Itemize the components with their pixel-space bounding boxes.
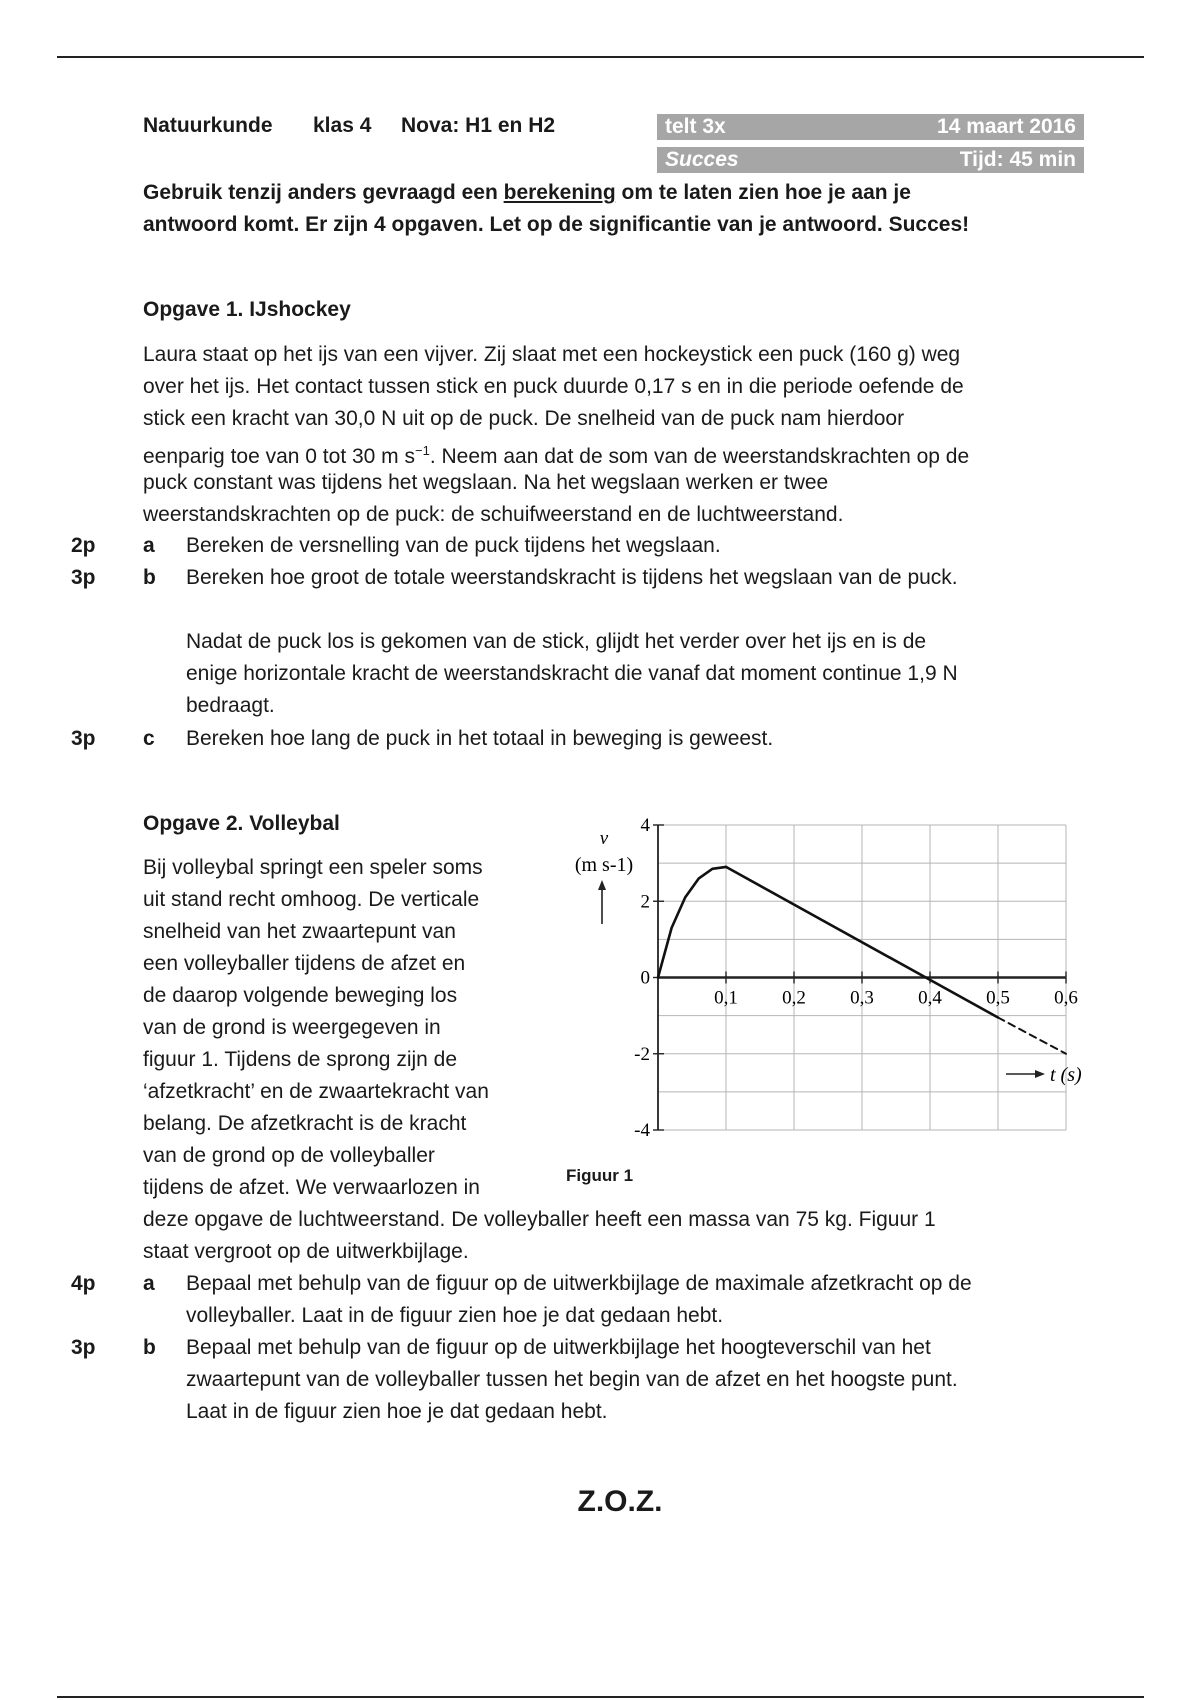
exercise2-intro-line: belang. De afzetkracht is de kracht	[143, 1112, 467, 1135]
question-label: b	[143, 1336, 156, 1359]
underlined-word: berekening	[503, 181, 616, 204]
series-afzet	[658, 867, 726, 978]
exercise1-middle-line: enige horizontale kracht de weerstandskracht die vanaf dat moment continue 1,9 N	[186, 662, 958, 685]
x-axis-label: t (s)	[1050, 1064, 1082, 1086]
header-subject: Natuurkunde	[143, 114, 273, 137]
exercise1-intro-line: puck constant was tijdens het wegslaan. Na het wegslaan werken er twee	[143, 471, 829, 494]
question-points: 3p	[71, 566, 96, 589]
question-text: Bereken hoe lang de puck in het totaal in beweging is geweest.	[186, 727, 774, 750]
exercise1-intro-line: weerstandskrachten op de puck: de schuifweerstand en de luchtweerstand.	[143, 503, 844, 526]
x-tick-label: 0,6	[1054, 987, 1078, 1009]
question-points: 4p	[71, 1272, 96, 1295]
header-weight-box	[657, 114, 1084, 140]
top-rule	[57, 56, 1144, 58]
y-tick-label: 0	[640, 967, 650, 989]
y-tick-label: 4	[640, 815, 650, 836]
y-axis-symbol: v	[599, 828, 609, 849]
exercise1-intro-line: eenparig toe van 0 tot 30 m $s^{-1}$. Neem aan dat de som van de weerstandskrachten op de	[143, 443, 970, 468]
exercise1-title: Opgave 1. IJshockey	[143, 298, 351, 321]
velocity-time-chart	[540, 812, 1100, 1142]
question-text: Laat in de figuur zien hoe je dat gedaan hebt.	[186, 1400, 608, 1423]
y-axis-unit: (m s-1)	[574, 854, 634, 876]
x-tick-label: 0,1	[714, 987, 738, 1009]
exercise2-intro-line: de daarop volgende beweging los	[143, 984, 458, 1007]
exercise2-intro-line: van de grond op de volleyballer	[143, 1144, 435, 1167]
question-text: Bepaal met behulp van de figuur op de uitwerkbijlage de maximale afzetkracht op de	[186, 1272, 972, 1295]
x-tick-label: 0,4	[918, 987, 942, 1009]
x-tick-label: 0,2	[782, 987, 806, 1009]
question-text: Bereken de versnelling van de puck tijdens het wegslaan.	[186, 534, 721, 557]
y-tick-label: 2	[640, 891, 650, 913]
exercise2-intro-line: figuur 1. Tijdens de sprong zijn de	[143, 1048, 458, 1071]
header-weight: telt 3x	[665, 115, 726, 138]
exercise1-intro-line: over het ijs. Het contact tussen stick en puck duurde 0,17 s en in die periode oefende de	[143, 375, 964, 398]
question-points: 3p	[71, 1336, 96, 1359]
x-axis-arrow	[1006, 1070, 1045, 1078]
exercise2-intro-line: uit stand recht omhoog. De verticale	[143, 888, 480, 911]
question-points: 2p	[71, 534, 96, 557]
exercise1-middle-line: bedraagt.	[186, 694, 275, 717]
question-points: 3p	[71, 727, 96, 750]
instructions-line-1: Gebruik tenzij anders gevraagd een berekening om te laten zien hoe je aan je	[143, 181, 911, 204]
question-text: zwaartepunt van de volleyballer tussen het begin van de afzet en het hoogste punt.	[186, 1368, 958, 1391]
exercise2-intro-line: deze opgave de luchtweerstand. De volleyballer heeft een massa van 75 kg. Figuur 1	[143, 1208, 936, 1231]
instructions-line-2: antwoord komt. Er zijn 4 opgaven. Let op de significantie van je antwoord. Succes!	[143, 213, 970, 236]
exercise2-title: Opgave 2. Volleybal	[143, 812, 340, 835]
series-extrapolatie	[998, 1018, 1066, 1054]
question-label: a	[143, 534, 155, 557]
exercise2-intro-line: snelheid van het zwaartepunt van	[143, 920, 456, 943]
header-chapters: Nova: H1 en H2	[401, 114, 556, 137]
exercise2-intro-line: een volleyballer tijdens de afzet en	[143, 952, 466, 975]
exercise2-intro-line: ‘afzetkracht’ en de zwaartekracht van	[143, 1080, 489, 1103]
exercise2-intro-line: van de grond is weergegeven in	[143, 1016, 441, 1039]
header-time: Tijd: 45 min	[959, 148, 1076, 171]
question-text: Bepaal met behulp van de figuur op de uitwerkbijlage het hoogteverschil van het	[186, 1336, 931, 1359]
y-tick-label: -4	[634, 1120, 650, 1141]
zoz-notice: Z.O.Z.	[577, 1485, 663, 1518]
header-wish-box	[657, 147, 1084, 173]
exercise1-intro-line: Laura staat op het ijs van een vijver. Zij slaat met een hockeystick een puck (160 g) weg	[143, 343, 961, 366]
question-label: b	[143, 566, 156, 589]
y-tick-label: -2	[634, 1043, 650, 1065]
x-tick-label: 0,3	[850, 987, 874, 1009]
exercise1-intro-line: stick een kracht van 30,0 N uit op de puck. De snelheid van de puck nam hierdoor	[143, 407, 905, 430]
x-tick-label: 0,5	[986, 987, 1010, 1009]
header-wish: Succes	[665, 148, 739, 171]
question-label: a	[143, 1272, 155, 1295]
exercise2-intro-line: staat vergroot op de uitwerkbijlage.	[143, 1240, 469, 1263]
figure-caption: Figuur 1	[566, 1166, 634, 1185]
exercise1-middle-line: Nadat de puck los is gekomen van de stick, glijdt het verder over het ijs en is de	[186, 630, 927, 653]
question-label: c	[143, 727, 155, 750]
question-text: volleyballer. Laat in de figuur zien hoe je dat gedaan hebt.	[186, 1304, 724, 1327]
header-date: 14 maart 2016	[937, 115, 1076, 138]
exercise2-intro-line: Bij volleybal springt een speler soms	[143, 856, 483, 879]
question-text: Bereken hoe groot de totale weerstandskracht is tijdens het wegslaan van de puck.	[186, 566, 958, 589]
exercise2-intro-line: tijdens de afzet. We verwaarlozen in	[143, 1176, 480, 1199]
header-class: klas 4	[313, 114, 372, 137]
y-axis-arrow	[598, 880, 606, 924]
bottom-rule	[57, 1696, 1144, 1698]
